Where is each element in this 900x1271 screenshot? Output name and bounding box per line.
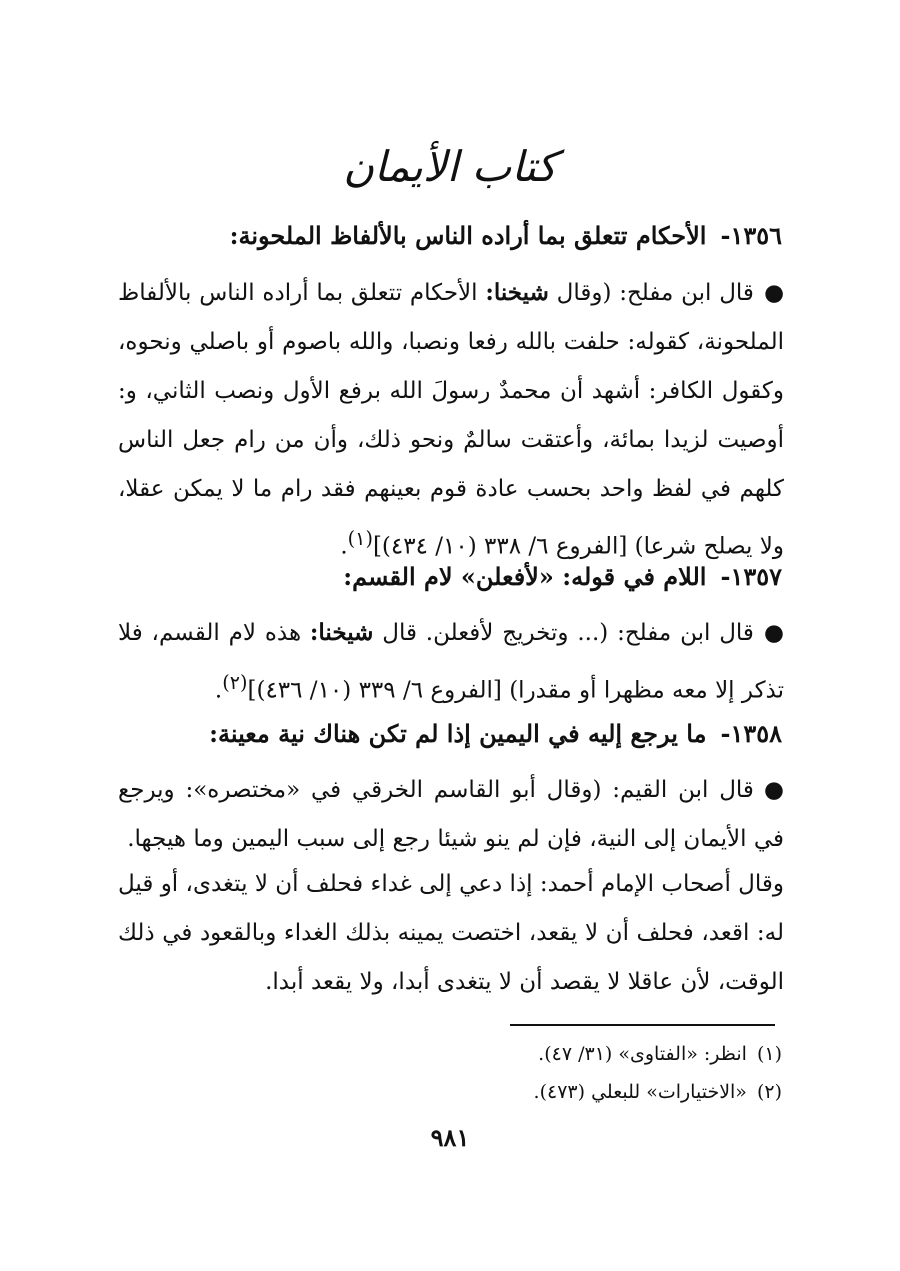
bullet-icon: ● — [763, 620, 784, 646]
paragraph-text: الأحكام تتعلق بما أراده الناس بالألفاظ الملحونة، كقوله: حلفت بالله رفعا ونصبا، والله باصوم أو باصلي ونحوه، وكقول الكافر: أشهد أن محمدٌ رسولَ الله برفع الأول ونصب الثاني، و: أوصيت لزيدا بمائة، وأعتقت سالمٌ ونحو ذلك، وأن من رام جعل الناس كلهم في لفظ واحد بحسب عادة قوم بعينهم فقد رام ما لا يمكن عقلا، ولا يصلح شرعا) [الفروع ٦/ ٣٣٨ (١٠/ ٤٣٤)] — [118, 280, 784, 560]
section-title: ما يرجع إليه في اليمين إذا لم تكن هناك نية معينة: — [209, 719, 707, 748]
section-heading-1357 — [102, 557, 782, 597]
footnote-divider — [510, 1024, 775, 1026]
footnote-2 — [182, 1076, 782, 1108]
section-number: ١٣٥٦- — [720, 221, 782, 250]
section-title: الأحكام تتعلق بما أراده الناس بالألفاظ الملحونة: — [229, 221, 707, 250]
section-paragraph-1358 — [118, 766, 784, 864]
section-paragraph-1356 — [118, 268, 784, 572]
paragraph-bold: شيخنا: — [485, 279, 549, 306]
footnote-number: (٢) — [756, 1081, 782, 1103]
bullet-icon: ● — [763, 280, 785, 306]
section-paragraph-1358-continued: وقال أصحاب الإمام أحمد: إذا دعي إلى غداء فحلف أن لا يتغدى، أو قيل له: اقعد، فحلف أن لا يقعد، اختصت يمينه بذلك الغداء وبالقعود في ذلك الوقت، لأن عاقلا لا يقصد أن لا يتغدى أبدا، ولا يقعد أبدا. — [118, 871, 784, 995]
footnote-ref: (٢) — [222, 671, 248, 694]
paragraph-end: . — [340, 533, 348, 560]
section-number: ١٣٥٨- — [720, 719, 782, 748]
section-number: ١٣٥٧- — [720, 562, 782, 591]
paragraph-text: هذه لام القسم، فلا تذكر إلا معه مظهرا أو مقدرا) [الفروع ٦/ ٣٣٩ (١٠/ ٤٣٦)] — [118, 620, 784, 704]
paragraph-end: . — [214, 677, 223, 704]
paragraph-bold: شيخنا: — [309, 619, 374, 646]
footnote-number: (١) — [756, 1043, 782, 1065]
paragraph-intro: قال ابن مفلح: (... وتخريج لأفعلن. قال — [373, 620, 754, 646]
book-title: كتاب الأيمان — [343, 142, 557, 191]
section-title: اللام في قوله: «لأفعلن» لام القسم: — [343, 562, 707, 591]
bullet-icon: ● — [763, 777, 784, 803]
paragraph-intro: قال ابن مفلح: (وقال — [548, 280, 754, 306]
footnote-text: انظر: «الفتاوى» (٣١/ ٤٧). — [538, 1043, 747, 1065]
footnote-text: «الاختيارات» للبعلي (٤٧٣). — [533, 1081, 747, 1103]
paragraph-text: قال ابن القيم: (وقال أبو القاسم الخرقي في «مختصره»: ويرجع في الأيمان إلى النية، فإن لم ينو شيئا رجع إلى سبب اليمين وما هيجها. — [118, 777, 784, 852]
footnote-ref: (١) — [347, 527, 373, 550]
section-paragraph-1357 — [118, 608, 784, 716]
section-heading-1358 — [102, 714, 782, 754]
footnote-1 — [182, 1038, 782, 1070]
section-heading-1356 — [102, 216, 782, 256]
page-number: ٩٨١ — [430, 1123, 470, 1152]
